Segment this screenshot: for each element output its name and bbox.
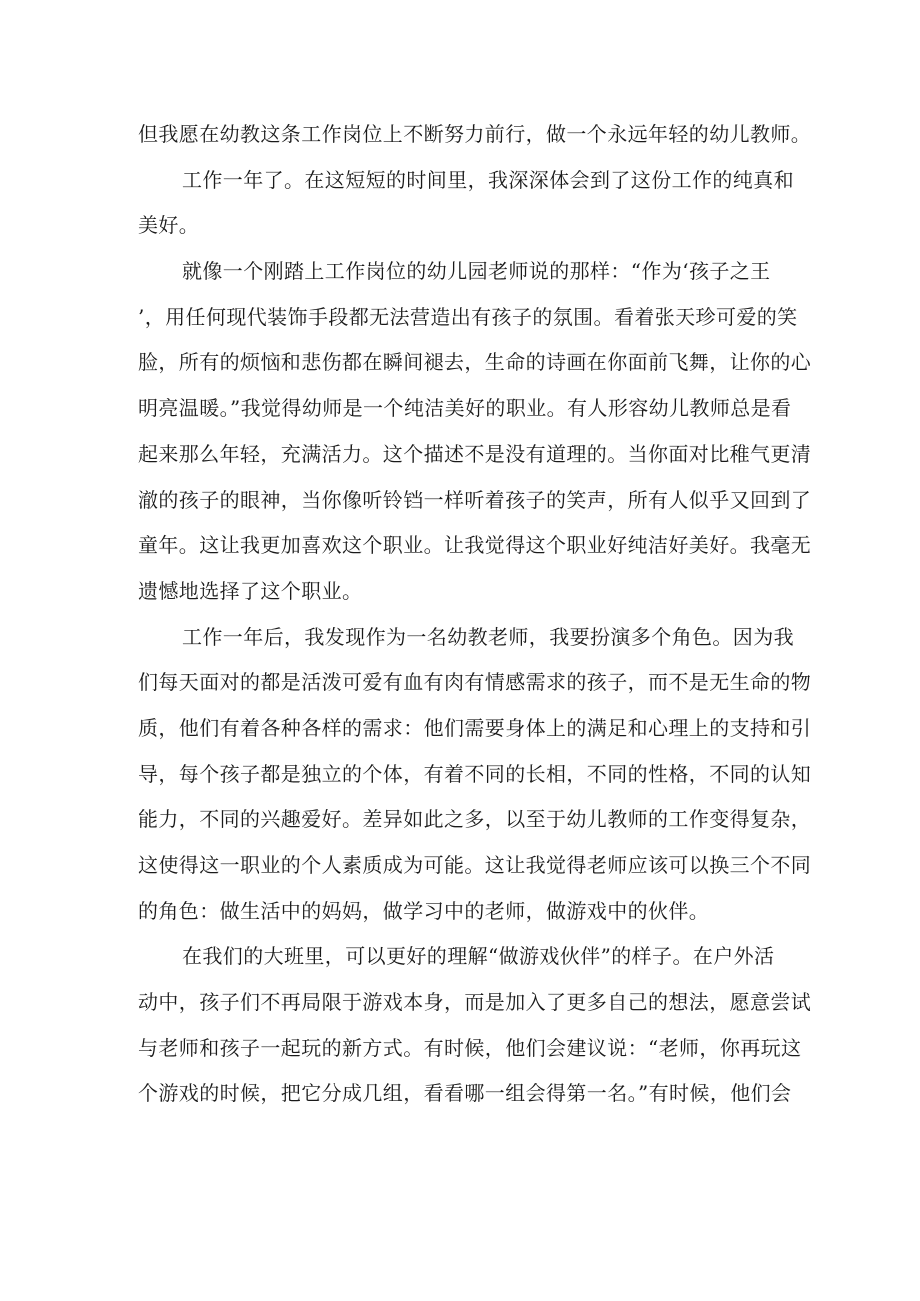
text-line-8: 起来那么年轻，充满活力。这个描述不是没有道理的。当你面对比稚气更清 (138, 441, 812, 466)
text-line-4: 就像一个刚踏上工作岗位的幼儿园老师说的那样：“作为‘孩子之王 (182, 259, 771, 284)
text-line-22: 个游戏的时候，把它分成几组，看看哪一组会得第一名。”有时候，他们会 (138, 1081, 792, 1106)
text-line-12: 工作一年后，我发现作为一名幼教老师，我要扮演多个角色。因为我 (182, 624, 794, 649)
text-line-19: 在我们的大班里，可以更好的理解“做游戏伙伴”的样子。在户外活 (182, 944, 775, 969)
text-line-2: 工作一年了。在这短短的时间里，我深深体会到了这份工作的纯真和 (182, 167, 794, 192)
text-line-21: 与老师和孩子一起玩的新方式。有时候，他们会建议说：“老师，你再玩这 (138, 1035, 802, 1060)
text-line-3: 美好。 (138, 213, 200, 238)
text-line-14: 质，他们有着各种各样的需求：他们需要身体上的满足和心理上的支持和引 (138, 715, 812, 740)
text-line-18: 的角色：做生活中的妈妈，做学习中的老师，做游戏中的伙伴。 (138, 898, 710, 923)
text-line-15: 导，每个孩子都是独立的个体，有着不同的长相，不同的性格，不同的认知 (138, 761, 812, 786)
text-line-7: 明亮温暖。”我觉得幼师是一个纯洁美好的职业。有人形容幼儿教师总是看 (138, 396, 792, 421)
text-line-6: 脸，所有的烦恼和悲伤都在瞬间褪去，生命的诗画在你面前飞舞，让你的心 (138, 350, 812, 375)
text-line-13: 们每天面对的都是活泼可爱有血有肉有情感需求的孩子，而不是无生命的物 (138, 670, 812, 695)
text-line-16: 能力，不同的兴趣爱好。差异如此之多，以至于幼儿教师的工作变得复杂， (138, 807, 812, 832)
text-line-9: 澈的孩子的眼神，当你像听铃铛一样听着孩子的笑声，所有人似乎又回到了 (138, 487, 812, 512)
body-text (138, 112, 812, 1117)
text-line-20: 动中，孩子们不再局限于游戏本身，而是加入了更多自己的想法，愿意尝试 (138, 990, 812, 1015)
text-line-10: 童年。这让我更加喜欢这个职业。让我觉得这个职业好纯洁好美好。我毫无 (138, 533, 812, 558)
text-line-1: 但我愿在幼教这条工作岗位上不断努力前行，做一个永远年轻的幼儿教师。 (138, 122, 812, 146)
text-line-5: ’，用任何现代装饰手段都无法营造出有孩子的氛围。看着张天珍可爱的笑 (138, 304, 798, 329)
text-line-17: 这使得这一职业的个人素质成为可能。这让我觉得老师应该可以换三个不同 (138, 853, 812, 877)
text-line-11: 遗憾地选择了这个职业。 (138, 578, 363, 603)
